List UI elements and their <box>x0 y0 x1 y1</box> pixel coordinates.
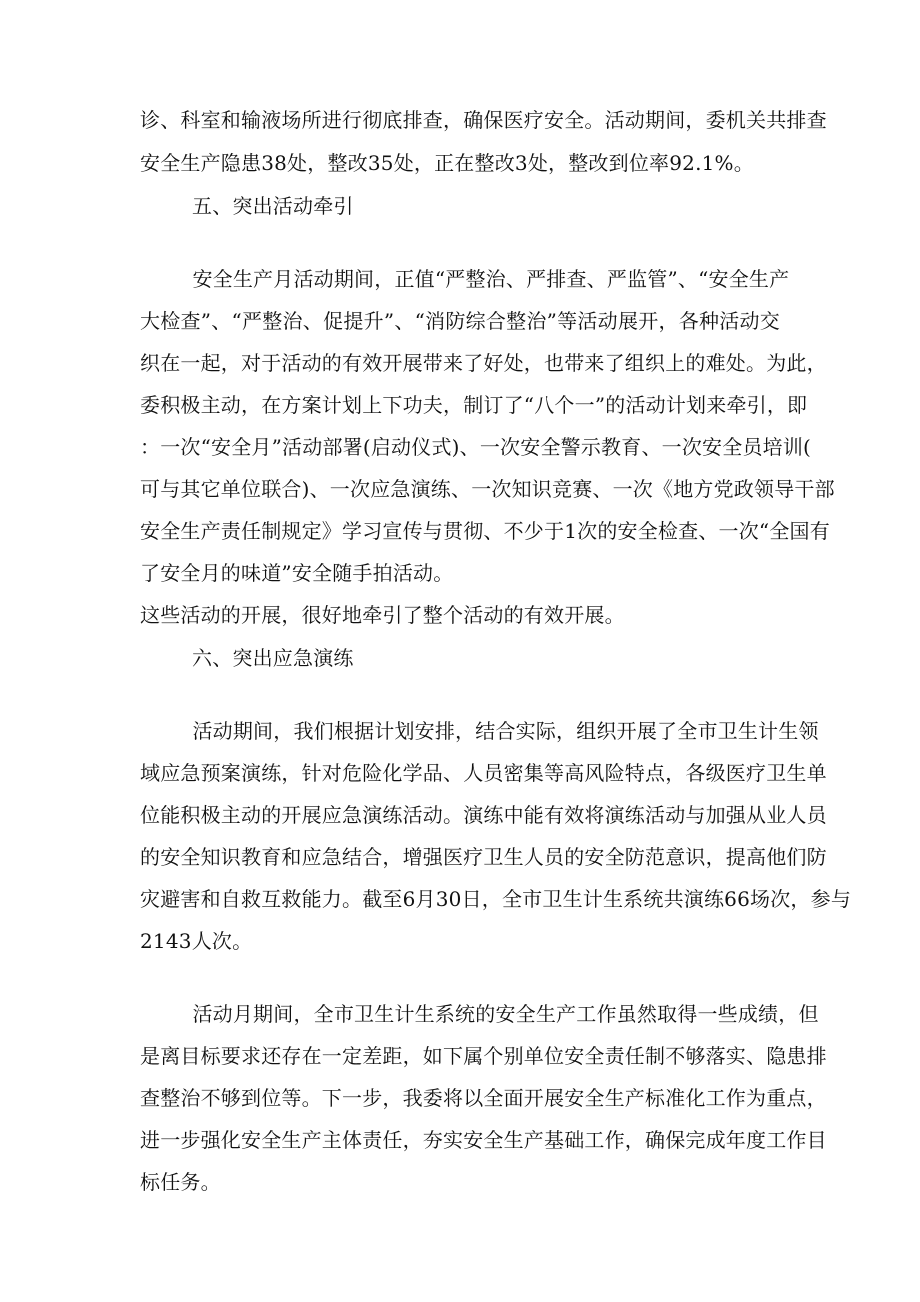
section-six-line-3: 位能积极主动的开展应急演练活动。演练中能有效将演练活动与加强从业人员 <box>140 803 827 827</box>
closing-line-3: 查整治不够到位等。下一步，我委将以全面开展安全生产标准化工作为重点， <box>140 1086 827 1110</box>
section-five-line-1: 安全生产月活动期间，正值“严整治、严排查、严监管”、“安全生产 <box>140 267 790 291</box>
section-five-line-2: 大检查”、“严整治、促提升”、“消防综合整治”等活动展开，各种活动交 <box>140 309 780 333</box>
section-five-line-3: 织在一起，对于活动的有效开展带来了好处，也带来了组织上的难处。为此， <box>140 351 827 375</box>
section-six-line-6: 2143人次。 <box>140 929 253 953</box>
section-five-line-8: 了安全月的味道”安全随手拍活动。 <box>140 561 454 585</box>
section-five-line-4: 委积极主动，在方案计划上下功夫，制订了“八个一”的活动计划来牵引，即 <box>140 393 808 417</box>
section-six-line-2: 域应急预案演练，针对危险化学品、人员密集等高风险特点，各级医疗卫生单 <box>140 761 827 785</box>
section-six-line-4: 的安全知识教育和应急结合，增强医疗卫生人员的安全防范意识，提高他们防 <box>140 845 827 869</box>
closing-line-4: 进一步强化安全生产主体责任，夯实安全生产基础工作，确保完成年度工作目 <box>140 1128 827 1152</box>
closing-line-5: 标任务。 <box>140 1170 221 1194</box>
section-five-line-6: 可与其它单位联合)、一次应急演练、一次知识竞赛、一次《地方党政领导干部 <box>140 477 835 501</box>
section-six-heading: 六、突出应急演练 <box>192 646 354 670</box>
intro-line-1: 诊、科室和输液场所进行彻底排查，确保医疗安全。活动期间，委机关共排查 <box>140 108 827 132</box>
intro-line-2: 安全生产隐患38处，整改35处，正在整改3处，整改到位率92.1%。 <box>140 151 754 175</box>
section-five-line-7: 安全生产责任制规定》学习宣传与贯彻、不少于1次的安全检查、一次“全国有 <box>140 519 830 543</box>
section-six-line-1: 活动期间，我们根据计划安排，结合实际，组织开展了全市卫生计生领 <box>140 719 819 743</box>
closing-line-1: 活动月期间，全市卫生计生系统的安全生产工作虽然取得一些成绩，但 <box>140 1002 819 1026</box>
section-five-line-5: ：一次“安全月”活动部署(启动仪式)、一次安全警示教育、一次安全员培训( <box>140 435 812 459</box>
section-five-tail-line: 这些活动的开展，很好地牵引了整个活动的有效开展。 <box>140 603 625 627</box>
section-five-heading: 五、突出活动牵引 <box>192 194 354 218</box>
section-six-line-5: 灾避害和自救互救能力。截至6月30日，全市卫生计生系统共演练66场次，参与 <box>140 887 852 911</box>
closing-line-2: 是离目标要求还存在一定差距，如下属个别单位安全责任制不够落实、隐患排 <box>140 1044 827 1068</box>
